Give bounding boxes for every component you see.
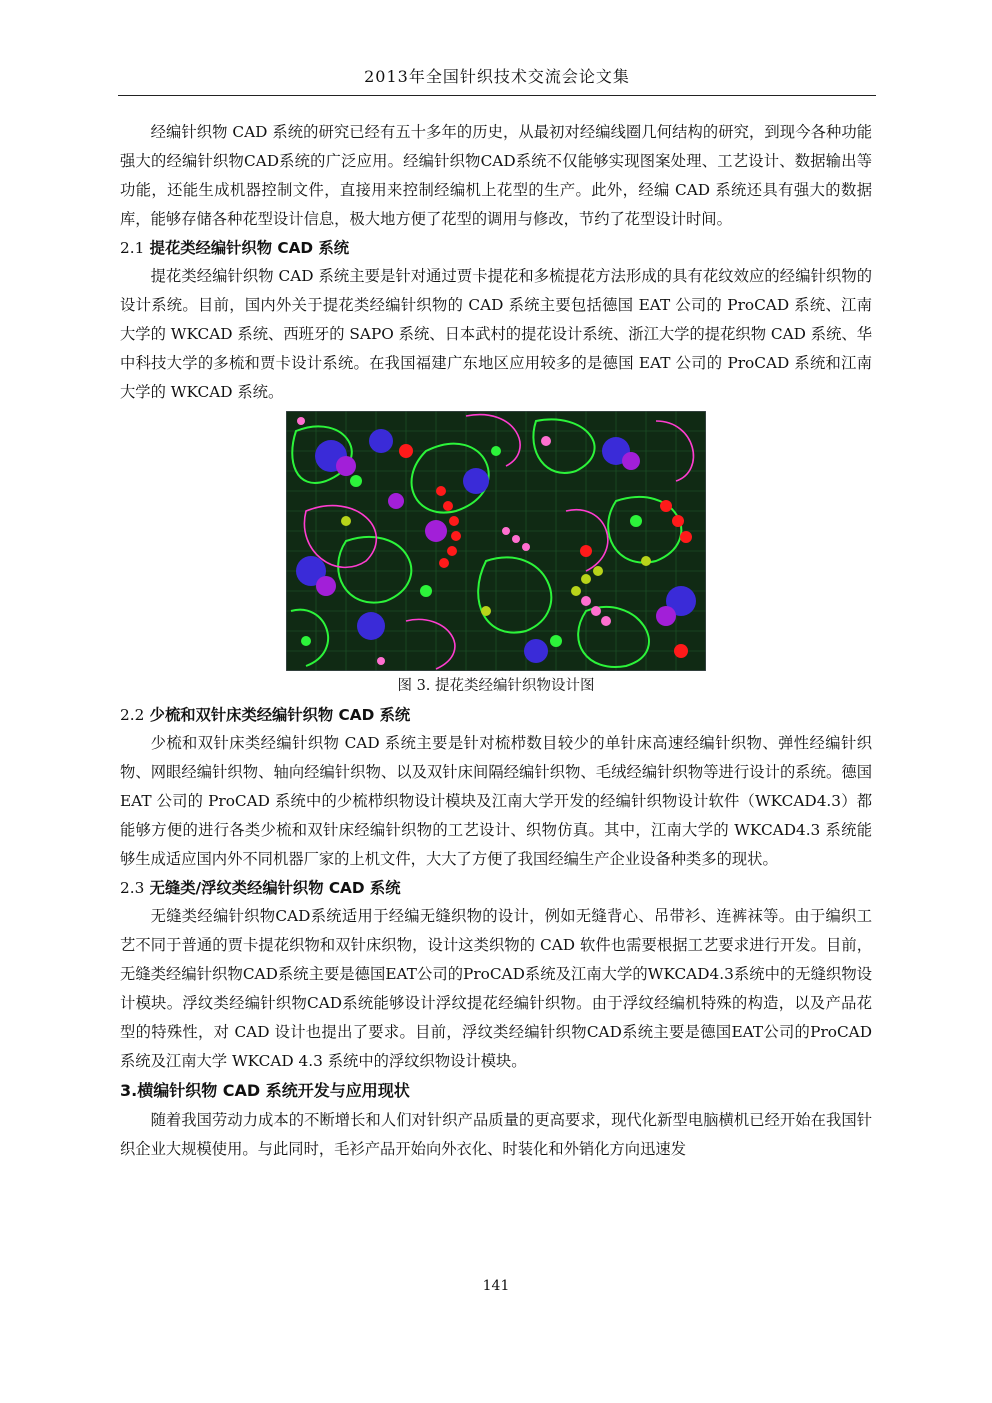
figure-caption: 图 3. 提花类经编针织物设计图 xyxy=(397,678,595,694)
paragraph-flat-knitting: 随着我国劳动力成本的不断增长和人们对针织产品质量的更高要求，现代化新型电脑横机已经开始在我国针织企业大规模使用。与此同时，毛衫产品开始向外衣化、时装化和外销化方向迅速发 xyxy=(120,1111,872,1158)
section-2-1-number: 2.1 xyxy=(120,239,145,257)
paragraph-seamless: 无缝类经编针织物CAD系统适用于经编无缝织物的设计，例如无缝背心、吊带衫、连裤袜等。由于编织工艺不同于普通的贾卡提花织物和双针床织物，设计这类织物的 CAD 软件也需要根据工艺要求进行开发。目前，无缝类经编针织物CAD系统主要是德国EAT公司的ProCAD系统及江南大学的WKCAD4.3系统中的无缝织物设计模块。浮纹类经编针织物CAD系统能够设计浮纹提花经编针织物。由于浮纹经编机特殊的构造，以及产品花型的特殊性，对 CAD 设计也提出了要求。目前，浮纹类经编针织物CAD系统主要是德国EAT公司的ProCAD系统及江南大学 WKCAD 4.3 系统中的浮纹织物设计模块。 xyxy=(120,907,872,1070)
section-2-2-title: 少梳和双针床类经编针织物 CAD 系统 xyxy=(149,706,411,724)
section-3-heading: 3.横编针织物 CAD 系统开发与应用现状 xyxy=(120,1081,410,1100)
section-2-3-number: 2.3 xyxy=(120,879,145,897)
figure-jacquard-design xyxy=(286,411,706,671)
section-2-2-number: 2.2 xyxy=(120,706,145,724)
section-2-3-title: 无缝类/浮纹类经编针织物 CAD 系统 xyxy=(149,879,401,897)
paragraph-jacquard: 提花类经编针织物 CAD 系统主要是针对通过贾卡提花和多梳提花方法形成的具有花纹效应的经编针织物的设计系统。目前，国内外关于提花类经编针织物的 CAD 系统主要包括德国 EAT 公司的 ProCAD 系统、江南大学的 WKCAD 系统、西班牙的 SAPO 系统、日本武村的提花设计系统、浙江大学的提花织物 CAD 系统、华中科技大学的多梳和贾卡设计系统。在我国福建广东地区应用较多的是德国 EAT 公司的 ProCAD 系统和江南大学的 WKCAD 系统。 xyxy=(120,267,872,401)
paragraph-intro: 经编针织物 CAD 系统的研究已经有五十多年的历史，从最初对经编线圈几何结构的研究，到现今各种功能强大的经编针织物CAD系统的广泛应用。经编针织物CAD系统不仅能够实现图案处理、工艺设计、数据输出等功能，还能生成机器控制文件，直接用来控制经编机上花型的生产。此外，经编 CAD 系统还具有强大的数据库，能够存储各种花型设计信息，极大地方便了花型的调用与修改，节约了花型设计时间。 xyxy=(120,123,872,228)
section-2-3-heading xyxy=(120,874,872,902)
paragraph-double-needle: 少梳和双针床类经编针织物 CAD 系统主要是针对梳栉数目较少的单针床高速经编针织物、弹性经编针织物、网眼经编针织物、轴向经编针织物、以及双针床间隔经编针织物、毛绒经编针织物等进行设计的系统。德国 EAT 公司的 ProCAD 系统中的少梳栉织物设计模块及江南大学开发的经编针织物设计软件（WKCAD4.3）都能够方便的进行各类少梳和双针床经编针织物的工艺设计、织物仿真。其中，江南大学的 WKCAD4.3 系统能够生成适应国内外不同机器厂家的上机文件，大大了方便了我国经编生产企业设备种类多的现状。 xyxy=(120,734,872,868)
section-2-1-heading xyxy=(120,234,872,262)
header-rule xyxy=(118,95,876,96)
section-2-1-title: 提花类经编针织物 CAD 系统 xyxy=(149,239,350,257)
running-header: 2013年全国针织技术交流会论文集 xyxy=(364,67,630,86)
section-2-2-heading xyxy=(120,701,872,729)
page-number: 141 xyxy=(482,1278,510,1294)
page-body xyxy=(120,118,872,1164)
jacquard-pattern-image xyxy=(286,411,706,671)
